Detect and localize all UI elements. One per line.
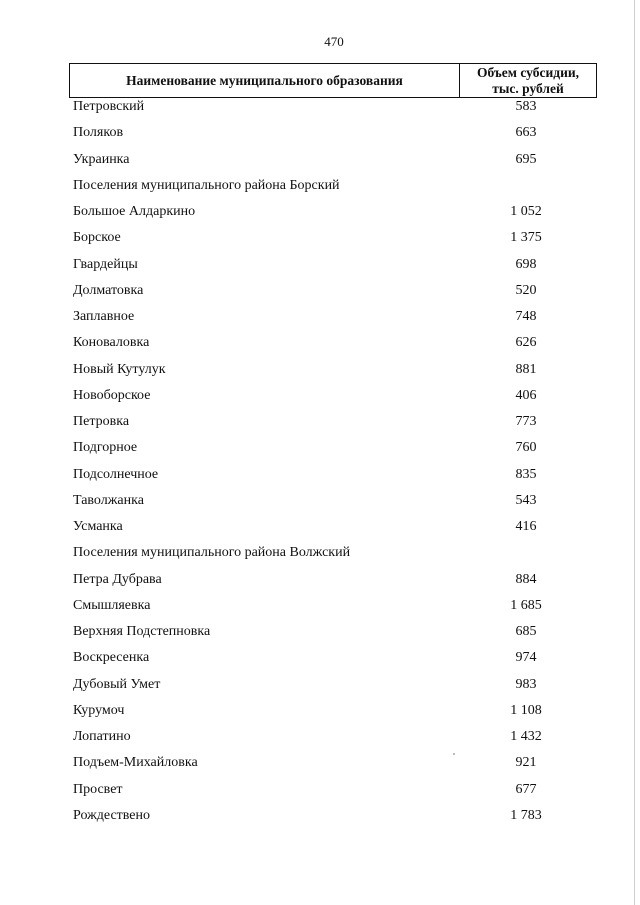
section-heading-row [0,178,640,204]
municipality-name: Украинка [73,151,130,167]
subsidy-value: 1 783 [510,807,542,823]
municipality-name: Лопатино [73,729,131,744]
subsidy-value: 881 [515,361,537,377]
municipality-name: Коноваловка [73,335,150,351]
municipality-name: Смышляевка [73,597,151,613]
subsidy-value: 1 685 [510,597,542,613]
table-header [69,63,597,98]
municipality-name: Поселения муниципального района Волжский [73,545,351,561]
subsidy-value: 685 [515,624,537,639]
subsidy-value: 748 [515,309,537,324]
table-row [0,782,640,808]
table-row [0,335,640,361]
header-value-line2: тыс. рублей [492,80,564,96]
header-value-line1: Объем субсидии, [476,64,579,80]
table-row [0,230,640,256]
subsidy-value: 974 [515,650,537,666]
municipality-name: Рождествено [73,807,151,823]
municipality-name: Усманка [73,519,123,534]
subsidy-value: 677 [515,781,537,797]
municipality-name: Заплавное [73,309,135,324]
subsidy-value: 884 [515,571,537,587]
header-name-column: Наименование муниципального образования [70,64,460,97]
municipality-name: Петровский [73,99,145,114]
municipality-name: Долматовка [73,282,144,298]
municipality-name: Подъем-Михайловка [73,755,198,771]
table-row [0,99,640,125]
municipality-name: Подгорное [73,440,138,456]
municipality-name: Верхняя Подстепновка [73,624,211,639]
table-row [0,388,640,414]
municipality-name: Подсолнечное [73,466,159,482]
subsidy-value: 1 052 [510,204,542,219]
municipality-name: Петра Дубрава [73,571,162,587]
subsidy-value: 983 [515,676,537,692]
municipality-name: Новоборское [73,387,151,403]
table-row [0,755,640,781]
table-row [0,283,640,309]
subsidy-value: 760 [515,440,537,456]
subsidy-value: 835 [515,466,537,482]
subsidy-value: 1 432 [510,729,542,744]
table-row [0,729,640,755]
table-row [0,467,640,493]
table-row [0,677,640,703]
municipality-name: Курумоч [73,702,125,718]
municipality-name: Таволжанка [73,492,144,508]
subsidy-value: 1 108 [510,702,542,718]
subsidy-value: 1 375 [510,230,542,246]
municipality-name: Поляков [73,125,124,141]
subsidy-value: 663 [515,125,537,141]
subsidy-value: 520 [515,282,537,298]
municipality-name: Новый Кутулук [73,361,166,377]
subsidy-value: 921 [515,755,537,771]
table-row [0,152,640,178]
subsidy-value: 773 [515,414,537,429]
table-row [0,414,640,440]
municipality-name: Большое Алдаркино [73,204,196,219]
table-row [0,440,640,466]
table-row [0,624,640,650]
table-row [0,493,640,519]
page-number: 470 [324,34,344,49]
table-row [0,362,640,388]
subsidy-value: 583 [515,99,537,114]
municipality-name: Дубовый Умет [73,676,161,692]
municipality-name: Поселения муниципального района Борский [73,177,340,193]
municipality-name: Борское [73,230,121,246]
subsidy-value: 543 [515,492,537,508]
municipality-name: Петровка [73,414,130,429]
table-row [0,703,640,729]
table-row [0,257,640,283]
subsidy-value: 695 [515,151,537,167]
table-row [0,125,640,151]
section-heading-row [0,545,640,571]
subsidy-value: 626 [515,335,537,351]
table-row [0,572,640,598]
table-row [0,808,640,834]
table-row [0,519,640,545]
table-row [0,598,640,624]
table-row [0,650,640,676]
municipality-name: Просвет [73,781,123,797]
subsidy-value: 406 [515,387,537,403]
subsidy-value: 698 [515,256,537,272]
table-row [0,204,640,230]
table-body [0,99,640,834]
subsidy-value: 416 [515,519,537,534]
municipality-name: Гвардейцы [73,256,138,272]
header-value-column [460,64,596,97]
municipality-name: Воскресенка [73,650,150,666]
table-row [0,309,640,335]
